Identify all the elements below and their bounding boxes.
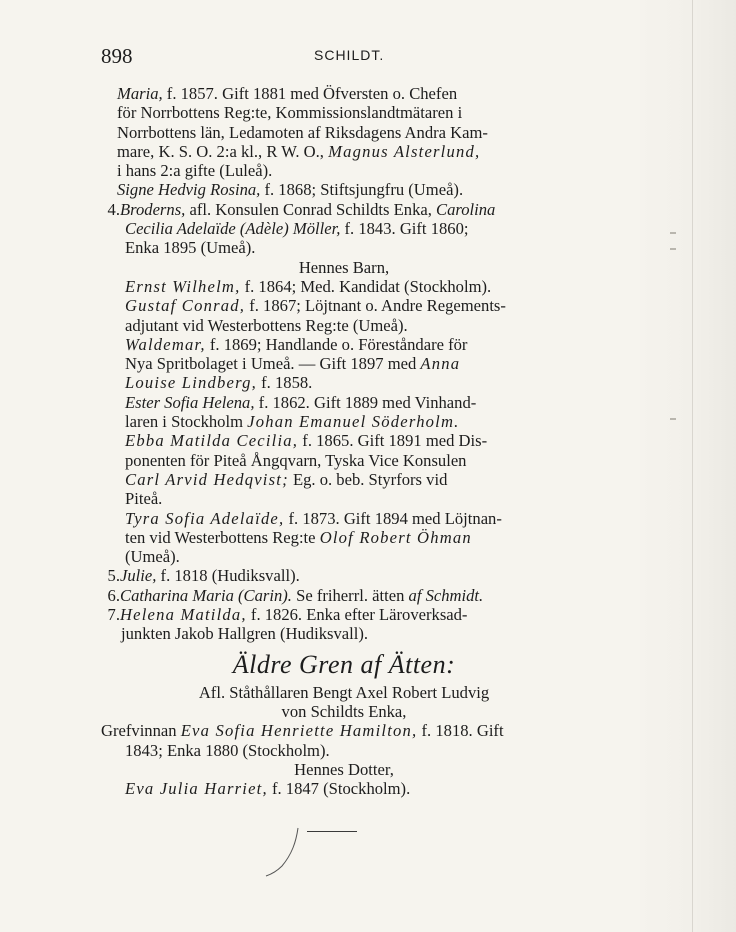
entry-number: 6.	[107, 585, 120, 605]
running-head: SCHILDT.	[314, 47, 385, 63]
person-name: Ebba Matilda Cecilia,	[125, 431, 299, 451]
person-name: Carolina	[436, 199, 496, 219]
person-name: Helena Matilda,	[120, 605, 247, 625]
person-name: Ernst Wilhelm,	[125, 276, 241, 296]
person-name: Broderns,	[120, 199, 186, 219]
adjacent-page-edge	[640, 0, 736, 932]
text-line: Nya Spritbolaget i Umeå. — Gift 1897 med Anna	[125, 354, 461, 374]
person-name: Julie,	[120, 566, 157, 586]
text-line: Carl Arvid Hedqvist; Eg. o. beb. Styrfors vid	[125, 469, 448, 489]
text-line: Grefvinnan Eva Sofia Henriette Hamilton, f. 1818. Gift	[101, 721, 504, 741]
entry-number: 4.	[107, 199, 120, 219]
text-line: 5.Julie, f. 1818 (Hudiksvall).	[101, 566, 587, 585]
text-line: Tyra Sofia Adelaïde, f. 1873. Gift 1894 med Löjtnan-	[125, 508, 502, 528]
person-name: Olof Robert Öhman	[319, 527, 472, 547]
person-name: Catharina Maria (Carin).	[120, 585, 292, 605]
text-line: von Schildts Enka,	[281, 701, 407, 721]
text-line: Ester Sofia Helena, f. 1862. Gift 1889 med Vinhand-	[125, 392, 477, 412]
person-name: Maria,	[117, 84, 163, 103]
text-line: Afl. Ståthållaren Bengt Axel Robert Ludvig	[198, 682, 490, 702]
body-text	[101, 84, 587, 798]
text-line: (Umeå).	[125, 547, 180, 567]
text-line: Louise Lindberg, f. 1858.	[125, 373, 313, 393]
entry-number: 5.	[107, 566, 120, 586]
text-line: mare, K. S. O. 2:a kl., R W. O., Magnus Alsterlund,	[117, 141, 481, 161]
person-name: Johan Emanuel Söderholm.	[247, 412, 460, 432]
person-name: Eva Sofia Henriette Hamilton,	[180, 721, 418, 741]
text-line: Norrbottens län, Ledamoten af Riksdagens Andra Kam-	[117, 122, 488, 142]
person-name: Ester Sofia Helena,	[125, 392, 255, 412]
person-name: Waldemar,	[125, 334, 206, 354]
text-line: Hennes Dotter,	[294, 759, 394, 779]
ink-flourish-icon	[258, 822, 318, 882]
text-line: Signe Hedvig Rosina, f. 1868; Stiftsjungfru (Umeå).	[117, 180, 464, 200]
family-name: af Schmidt.	[408, 585, 484, 605]
page-header	[101, 44, 571, 72]
entry-number: 7.	[107, 605, 120, 625]
text-line: junkten Jakob Hallgren (Hudiksvall).	[121, 624, 369, 644]
text-line: Enka 1895 (Umeå).	[125, 238, 256, 258]
person-name: Gustaf Conrad,	[125, 296, 246, 316]
text-line: Ernst Wilhelm, f. 1864; Med. Kandidat (Stockholm).	[125, 276, 492, 296]
text-line: 1843; Enka 1880 (Stockholm).	[125, 740, 330, 760]
person-name: Magnus Alsterlund,	[328, 141, 481, 161]
text-line: Eva Julia Harriet, f. 1847 (Stockholm).	[125, 779, 411, 799]
person-name: Carl Arvid Hedqvist;	[125, 469, 289, 489]
section-heading: Äldre Gren af Ätten:	[232, 649, 456, 679]
text-line: 6.Catharina Maria (Carin). Se friherrl. ätten af Schmidt.	[101, 586, 587, 605]
text-line: 4.Broderns, afl. Konsulen Conrad Schildts Enka, Carolina	[101, 200, 587, 219]
text-line: Cecilia Adelaïde (Adèle) Möller, f. 1843. Gift 1860;	[125, 219, 469, 239]
text-line: ten vid Westerbottens Reg:te Olof Robert Öhman	[125, 527, 472, 547]
person-name: Eva Julia Harriet,	[125, 779, 268, 799]
text-line: adjutant vid Westerbottens Reg:te (Umeå).	[125, 315, 408, 335]
text-line: Waldemar, f. 1869; Handlande o. Föreståndare för	[125, 334, 468, 354]
page-number: 898	[101, 44, 133, 68]
text-line: ponenten för Piteå Ångqvarn, Tyska Vice Konsulen	[125, 450, 467, 470]
text-line: Piteå.	[125, 489, 163, 509]
person-name: Louise Lindberg,	[125, 373, 257, 393]
person-name: Tyra Sofia Adelaïde,	[125, 508, 285, 528]
text-line: 7.Helena Matilda, f. 1826. Enka efter Läroverksad-	[101, 605, 587, 624]
text-line: för Norrbottens Reg:te, Kommissionslandtmätaren i	[117, 103, 463, 123]
text-line: Ebba Matilda Cecilia, f. 1865. Gift 1891 med Dis-	[125, 431, 488, 451]
person-name: Anna	[420, 354, 461, 374]
text-line: Maria, f. 1857. Gift 1881 med Öfversten o. Chefen	[117, 84, 458, 103]
text-line: Hennes Barn,	[298, 257, 390, 277]
text-line: Gustaf Conrad, f. 1867; Löjtnant o. Andre Regements-	[125, 296, 506, 316]
text-line: laren i Stockholm Johan Emanuel Söderholm.	[125, 412, 460, 432]
person-name: Signe Hedvig Rosina,	[117, 180, 261, 200]
text-line: i hans 2:a gifte (Luleå).	[117, 161, 273, 181]
person-name: Cecilia Adelaïde (Adèle) Möller,	[125, 219, 341, 239]
